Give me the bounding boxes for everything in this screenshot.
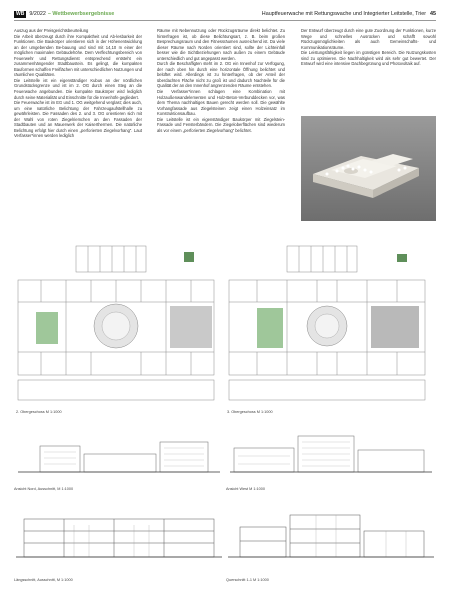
paragraph: Die Feuerwache ist im EG und 1. OG weitgehend verglast; dies auch, um eine natürliche Belichtung der Fahrzeugaufstellhalle zu gewährleisten. Die Fassaden des 2. und 3. OG orientieren sich mit der Wahl von roten Ziegelriemchen an den Fassaden der Stadtbauten und an Mauerwerk der Kaiserthermen. Die natürliche Belichtung erfolgt hier durch einen „perforierten Ziegelvorhang“. Laut Verfasser*innen werden lediglich [14,100,142,139]
paragraph: Der Entwurf überzeugt durch eine gute Zuordnung der Funktionen, kurze Wege und schnelles Ausrücken und schafft sowohl Rückzugsmöglichkeiten als auch Gemeinschafts- und Kommunikationsräume. [301,28,436,50]
caption-plan1: 2. Obergeschoss M 1:1000 [16,410,62,414]
floor-plan-drawing [227,240,427,405]
floor-plan-drawing [16,240,216,405]
caption-sec1: Längsschnitt, Ausschnitt, M 1:1000 [14,578,73,582]
page-number: 45 [430,11,436,17]
section-drawing [14,505,224,565]
header-rule [14,20,436,21]
elevation-drawing [14,428,224,478]
floor-plan-3og [227,240,427,405]
paragraph: Die Verfasser*innen schlagen eine Kombination mit Holzaußenwandelementen und Holz-Beton-Verbunddecken vor, was dem Thema nachhaltiges Bauen gerecht werden soll. Die gewählte Vorhangfassade aus Ziegelsteinen zeigt einen Holzeinsatz im Konstruktionsaufbau. [157,89,285,117]
caption-plan2: 3. Obergeschoss M 1:1000 [227,410,273,414]
elevation-west [226,428,436,478]
model-illustration [301,116,436,221]
issue-number: 9/2022 [29,11,46,17]
page-header [14,8,436,20]
caption-elev2: Ansicht West M 1:1000 [226,487,265,491]
text-column-1 [14,28,142,139]
header-right [262,8,436,20]
elevation-drawing [226,428,436,478]
elevation-north [14,428,224,478]
caption-elev1: Ansicht Nord, Ausschnitt, M 1:1000 [14,487,74,491]
paragraph: Die Leitstelle ist ein eigenständiger Kubus an der nördlichen Grundstücksgrenze und ist im 2. OG durch einen Steg an die Feuerwache angebunden. Die kompakte Baukörper wird lediglich durch seine Materialität und Einschnitte für die Innenhöfe gegliedert. [14,77,142,100]
header-left [14,8,114,20]
caption-sec2: Querschnitt 1-1 M 1:1000 [226,578,269,582]
paragraph: Räume mit Nebennutzung oder Rückzugsräume direkt belichtet. Zu hinterfragen ist, ob diese Belichtungsart, z. B. beim großen Besprechungsraum und den Fitnessräumen ausreichend ist. Da viele dieser Räume nach Norden orientiert sind, sollte der Lichteinfall besser wie die Sichtbeziehungen nach außen zu einem Gebäude unterschiedlich und gut angepasst werden. [157,28,285,61]
paragraph: Durch die Beschaffigten steht im 2. OG ein Innenhof zur Verfügung, der nach oben hin durch eine horizontale Öffnung belichtet und belüftet wird. Allerdings ist zu hinterfragen, ob der Anteil der überdachten Fläche nicht zu groß ist und dadurch Nachteile für die Qualität der an den Innenhof angrenzenden Räume entstehen. [157,61,285,89]
paragraph: Die Leitstelle ist ein eigenständiger Baukörper mit Ziegelstein-Fassade und Fensterbändern. Die Ziegeloberflächen sind wiederum als vor einem „perforierten Ziegelvorhang“ belichtet. [157,116,285,133]
paragraph: Auszug aus der Preisgerichtsbeurteilung [14,28,89,33]
article-title: Hauptfeuerwache mit Rettungswache und Integrierter Leitstelle, Trier [261,11,426,17]
model-photo [301,116,436,221]
text-column-3 [301,28,436,67]
section-cross [226,505,436,565]
section-drawing [226,505,436,565]
text-column-2 [157,28,285,133]
section-longitudinal [14,505,224,565]
section-title: – Wettbewerbsergebnisse [47,11,115,17]
floor-plan-2og [16,240,216,405]
paragraph: Die Arbeit überzeugt durch ihre Kompaktheit und Ab-lesbarkeit der Funktionen. Die Baukörper orientieren sich in der Höhenentwicklung an der umgebenden Be-bauung und sind mit 14,10 m einer der möglichen maximalen Gebäudehöhe. Dem Verflechtungsbereich von Feuerwehr und Rettungsdienst entsprechend entsteht ein zusammenhängender Stadtbaustein. Es gelingt, die kompakten Bauformen schaffen Freiflächen mit unterschiedlichen Nutzungen und räumlichen Qualitäten. [14,33,142,78]
wb-logo: WB [16,11,25,17]
paragraph: Die Leistungsfähigkeit liegen im günstigen Bereich. Die Nutzungskosten sind zu optimieren. Die Nachhaltigkeit wird als sehr gut bewertet. Der Entwurf wird eine intensive Dachbegrünung und Photovoltaik auf. [301,50,436,67]
